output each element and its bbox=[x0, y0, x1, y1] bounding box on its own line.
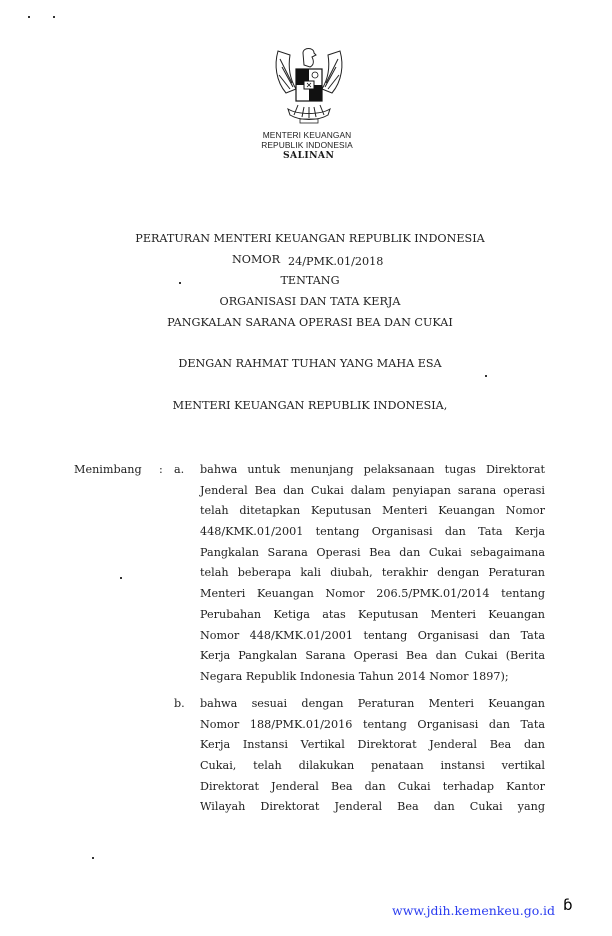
text-line: Menteri Keuangan Nomor 206.5/PMK.01/2014 tentang bbox=[200, 587, 545, 601]
text-line: Kerja Instansi Vertikal Direktorat Jenderal Bea dan bbox=[200, 738, 545, 752]
invocation: DENGAN RAHMAT TUHAN YANG MAHA ESA bbox=[178, 357, 442, 370]
text-line: Nomor 448/KMK.01/2001 tentang Organisasi dan Tata bbox=[200, 628, 545, 642]
subject-line-1: ORGANISASI DAN TATA KERJA bbox=[219, 295, 401, 308]
text-line: Jenderal Bea dan Cukai dalam penyiapan sarana operasi bbox=[200, 483, 545, 497]
text-line: Direktorat Jenderal Bea dan Cukai terhadap Kantor bbox=[200, 779, 545, 793]
consideration-item-b bbox=[200, 694, 545, 818]
regulation-title: PERATURAN MENTERI KEUANGAN REPUBLIK INDONESIA bbox=[135, 232, 485, 245]
scan-speck bbox=[53, 16, 55, 18]
item-a-marker: a. bbox=[174, 463, 185, 476]
nomor-value: 24/PMK.01/2018 bbox=[288, 255, 384, 268]
jdih-website-link[interactable]: www.jdih.kemenkeu.go.id bbox=[392, 903, 556, 918]
scan-speck bbox=[179, 282, 181, 284]
text-line: Pangkalan Sarana Operasi Bea dan Cukai sebagaimana bbox=[200, 545, 545, 559]
item-b-marker: b. bbox=[174, 697, 185, 710]
text-line: telah ditetapkan Keputusan Menteri Keuangan Nomor bbox=[200, 504, 545, 518]
subject-line-2: PANGKALAN SARANA OPERASI BEA DAN CUKAI bbox=[167, 316, 453, 329]
text-line: bahwa untuk menunjang pelaksanaan tugas Direktorat bbox=[200, 463, 545, 476]
text-line: Perubahan Ketiga atas Keputusan Menteri Keuangan bbox=[200, 607, 545, 621]
signature-mark: ɓ bbox=[563, 896, 573, 914]
tentang-heading: TENTANG bbox=[280, 274, 340, 287]
text-line: Wilayah Direktorat Jenderal Bea dan Cukai yang bbox=[200, 800, 545, 814]
scan-speck bbox=[28, 16, 30, 18]
institution-line-1: MENTERI KEUANGAN bbox=[262, 130, 352, 140]
issuer: MENTERI KEUANGAN REPUBLIK INDONESIA, bbox=[172, 399, 448, 412]
text-line: Negara Republik Indonesia Tahun 2014 Nomor 1897); bbox=[200, 669, 509, 683]
text-line: Cukai, telah dilakukan penataan instansi vertikal bbox=[200, 759, 545, 773]
scan-speck bbox=[485, 375, 487, 377]
text-line: bahwa sesuai dengan Peraturan Menteri Keuangan bbox=[200, 697, 545, 710]
consideration-item-a bbox=[200, 460, 545, 688]
text-line: Kerja Pangkalan Sarana Operasi Bea dan Cukai (Berita bbox=[200, 649, 545, 663]
copy-stamp: SALINAN bbox=[283, 150, 335, 161]
text-line: Nomor 188/PMK.01/2016 tentang Organisasi dan Tata bbox=[200, 717, 545, 731]
nomor-label: NOMOR bbox=[232, 253, 281, 266]
text-line: 448/KMK.01/2001 tentang Organisasi dan Tata Kerja bbox=[200, 525, 545, 539]
garuda-emblem-icon bbox=[270, 43, 348, 125]
text-line: telah beberapa kali diubah, terakhir dengan Peraturan bbox=[200, 566, 545, 580]
scan-speck bbox=[92, 857, 94, 859]
considerations-colon: : bbox=[159, 463, 163, 476]
institution-line-2: REPUBLIK INDONESIA bbox=[261, 140, 353, 150]
considerations-label: Menimbang bbox=[74, 463, 142, 476]
scan-speck bbox=[120, 577, 122, 579]
